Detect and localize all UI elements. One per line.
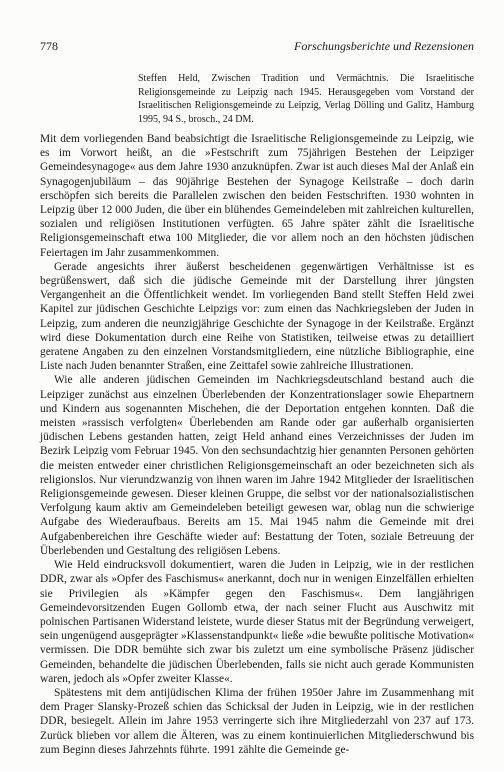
page-header xyxy=(40,38,474,54)
review-body xyxy=(40,132,474,757)
paragraph: Spätestens mit dem antijüdischen Klima der frühen 1950er Jahre im Zusammenhang mit dem Prager Slansky-Prozeß schien das Schicksal der Juden in Leipzig, wie in der restlichen DDR, besiegelt. Allein im Jahre 1953 verringerte sich ihre Mitgliederzahl von 237 auf 173. Zurück blieben vor allem die Älteren, was zu einem kontinuierlichen Mitgliederschwund bis zum Beginn dieses Jahrzehnts führte. 1991 zählte die Gemeinde ge- xyxy=(40,686,474,756)
paragraph: Mit dem vorliegenden Band beabsichtigt die Israelitische Religionsgemeinde zu Leipzig, wie es im Vorwort heißt, an die »Festschrift zum 75jährigen Bestehen der Leipziger Gemeindesynagoge« aus dem Jahre 1930 anzuknüpfen. Zwar ist auch dieses Mal der Anlaß ein Synagogenjubiläum – das 90jährige Bestehen der Synagoge Keilstraße – doch darin erschöpfen sich bereits die Parallelen zwischen den beiden Festschriften. 1930 wohnten in Leipzig über 12 000 Juden, die über ein blühendes Gemeindeleben mit zahlreichen kulturellen, sozialen und religiösen Institutionen verfügten. 65 Jahre später zählt die Israelitische Religionsgemeinschaft etwa 100 Mitglieder, die vor allem noch an den höchsten jüdischen Feiertagen im Jahr zusammenkommen. xyxy=(40,133,474,259)
review-citation: Steffen Held, Zwischen Tradition und Vermächtnis. Die Israelitische Religionsgemeinde zu Leipzig nach 1945. Herausgegeben vom Vorstand der Israelitischen Religionsgemeinde zu Leipzig, Verlag Dölling und Galitz, Hamburg 1995, 94 S., brosch., 24 DM. xyxy=(138,73,474,125)
paragraph: Gerade angesichts ihrer äußerst bescheidenen gegenwärtigen Verhältnisse ist es begrüßenswert, daß sich die jüdische Gemeinde mit der Darstellung ihrer jüngsten Vergangenheit an die Öffentlichkeit wendet. Im vorliegenden Band stellt Steffen Held zwei Kapitel zur jüdischen Geschichte Leipzigs vor: zum einen das Nachkriegsleben der Juden in Leipzig, zum anderen die neunzigjährige Geschichte der Synagoge in der Keilstraße. Ergänzt wird diese Dokumentation durch eine Reihe von Statistiken, teilweise etwas zu detailliert geratene Angaben zu den einzelnen Vorstandsmitgliedern, eine nützliche Bibliographie, eine Liste nach Juden benannter Straßen, eine Zeittafel sowie zahlreiche Illustrationen. xyxy=(40,260,474,373)
paragraph: Wie alle anderen jüdischen Gemeinden im Nachkriegsdeutschland bestand auch die Leipziger zunächst aus einzelnen Überlebenden der Konzentrationslager sowie Ehepartnern und Kindern aus sogenannten Mischehen, die der Deportation entgehen konnten. Daß die meisten »rassisch verfolgten« Überlebenden am Rande oder gar außerhalb organisierten jüdischen Lebens gestanden hatten, zeigt Held anhand eines Verzeichnisses der Juden im Bezirk Leipzig vom Februar 1945. Von den sechsundachtzig hier genannten Personen gehörten die meisten entweder einer christlichen Religionsgemeinschaft an oder bezeichneten sich als religionslos. Nur vierundzwanzig von ihnen waren im Jahre 1942 Mitglieder der Israelitischen Religionsgemeinde gewesen. Dieser kleinen Gruppe, die selbst vor der nationalsozialistischen Verfolgung kaum aktiv am Gemeindeleben beteiligt gewesen war, oblag nun die schwierige Aufgabe des Wiederaufbaus. Bereits am 15. Mai 1945 nahm die Gemeinde mit drei Aufgabenbereichen ihre Geschäfte wieder auf: Bestattung der Toten, soziale Betreuung der Überlebenden und Gestaltung des religiösen Lebens. xyxy=(40,374,474,557)
paragraph: Wie Held eindrucksvoll dokumentiert, waren die Juden in Leipzig, wie in der restlichen DDR, zwar als »Opfer des Faschismus« anerkannt, doch nur in wenigen Einzelfällen erhielten sie Privilegien als »Kämpfer gegen den Faschismus«. Dem langjährigen Gemeindevorsitzenden Eugen Gollomb etwa, der nach seiner Flucht aus Auschwitz mit polnischen Partisanen Widerstand leistete, wurde dieser Status mit der Begründung verweigert, sein ungenügend ausgeprägter »Klassenstandpunkt« ließe »die bewußte politische Motivation« vermissen. Die DDR bemühte sich zwar bis zuletzt um eine symbolische Präsenz jüdischer Gemeinden, behandelte die jüdischen Überlebenden, falls sie nicht auch gerade Kommunisten waren, jedoch als »Opfer zweiter Klasse«. xyxy=(40,559,474,685)
page-number: 778 xyxy=(40,39,58,53)
running-head: Forschungsberichte und Rezensionen xyxy=(294,39,474,53)
